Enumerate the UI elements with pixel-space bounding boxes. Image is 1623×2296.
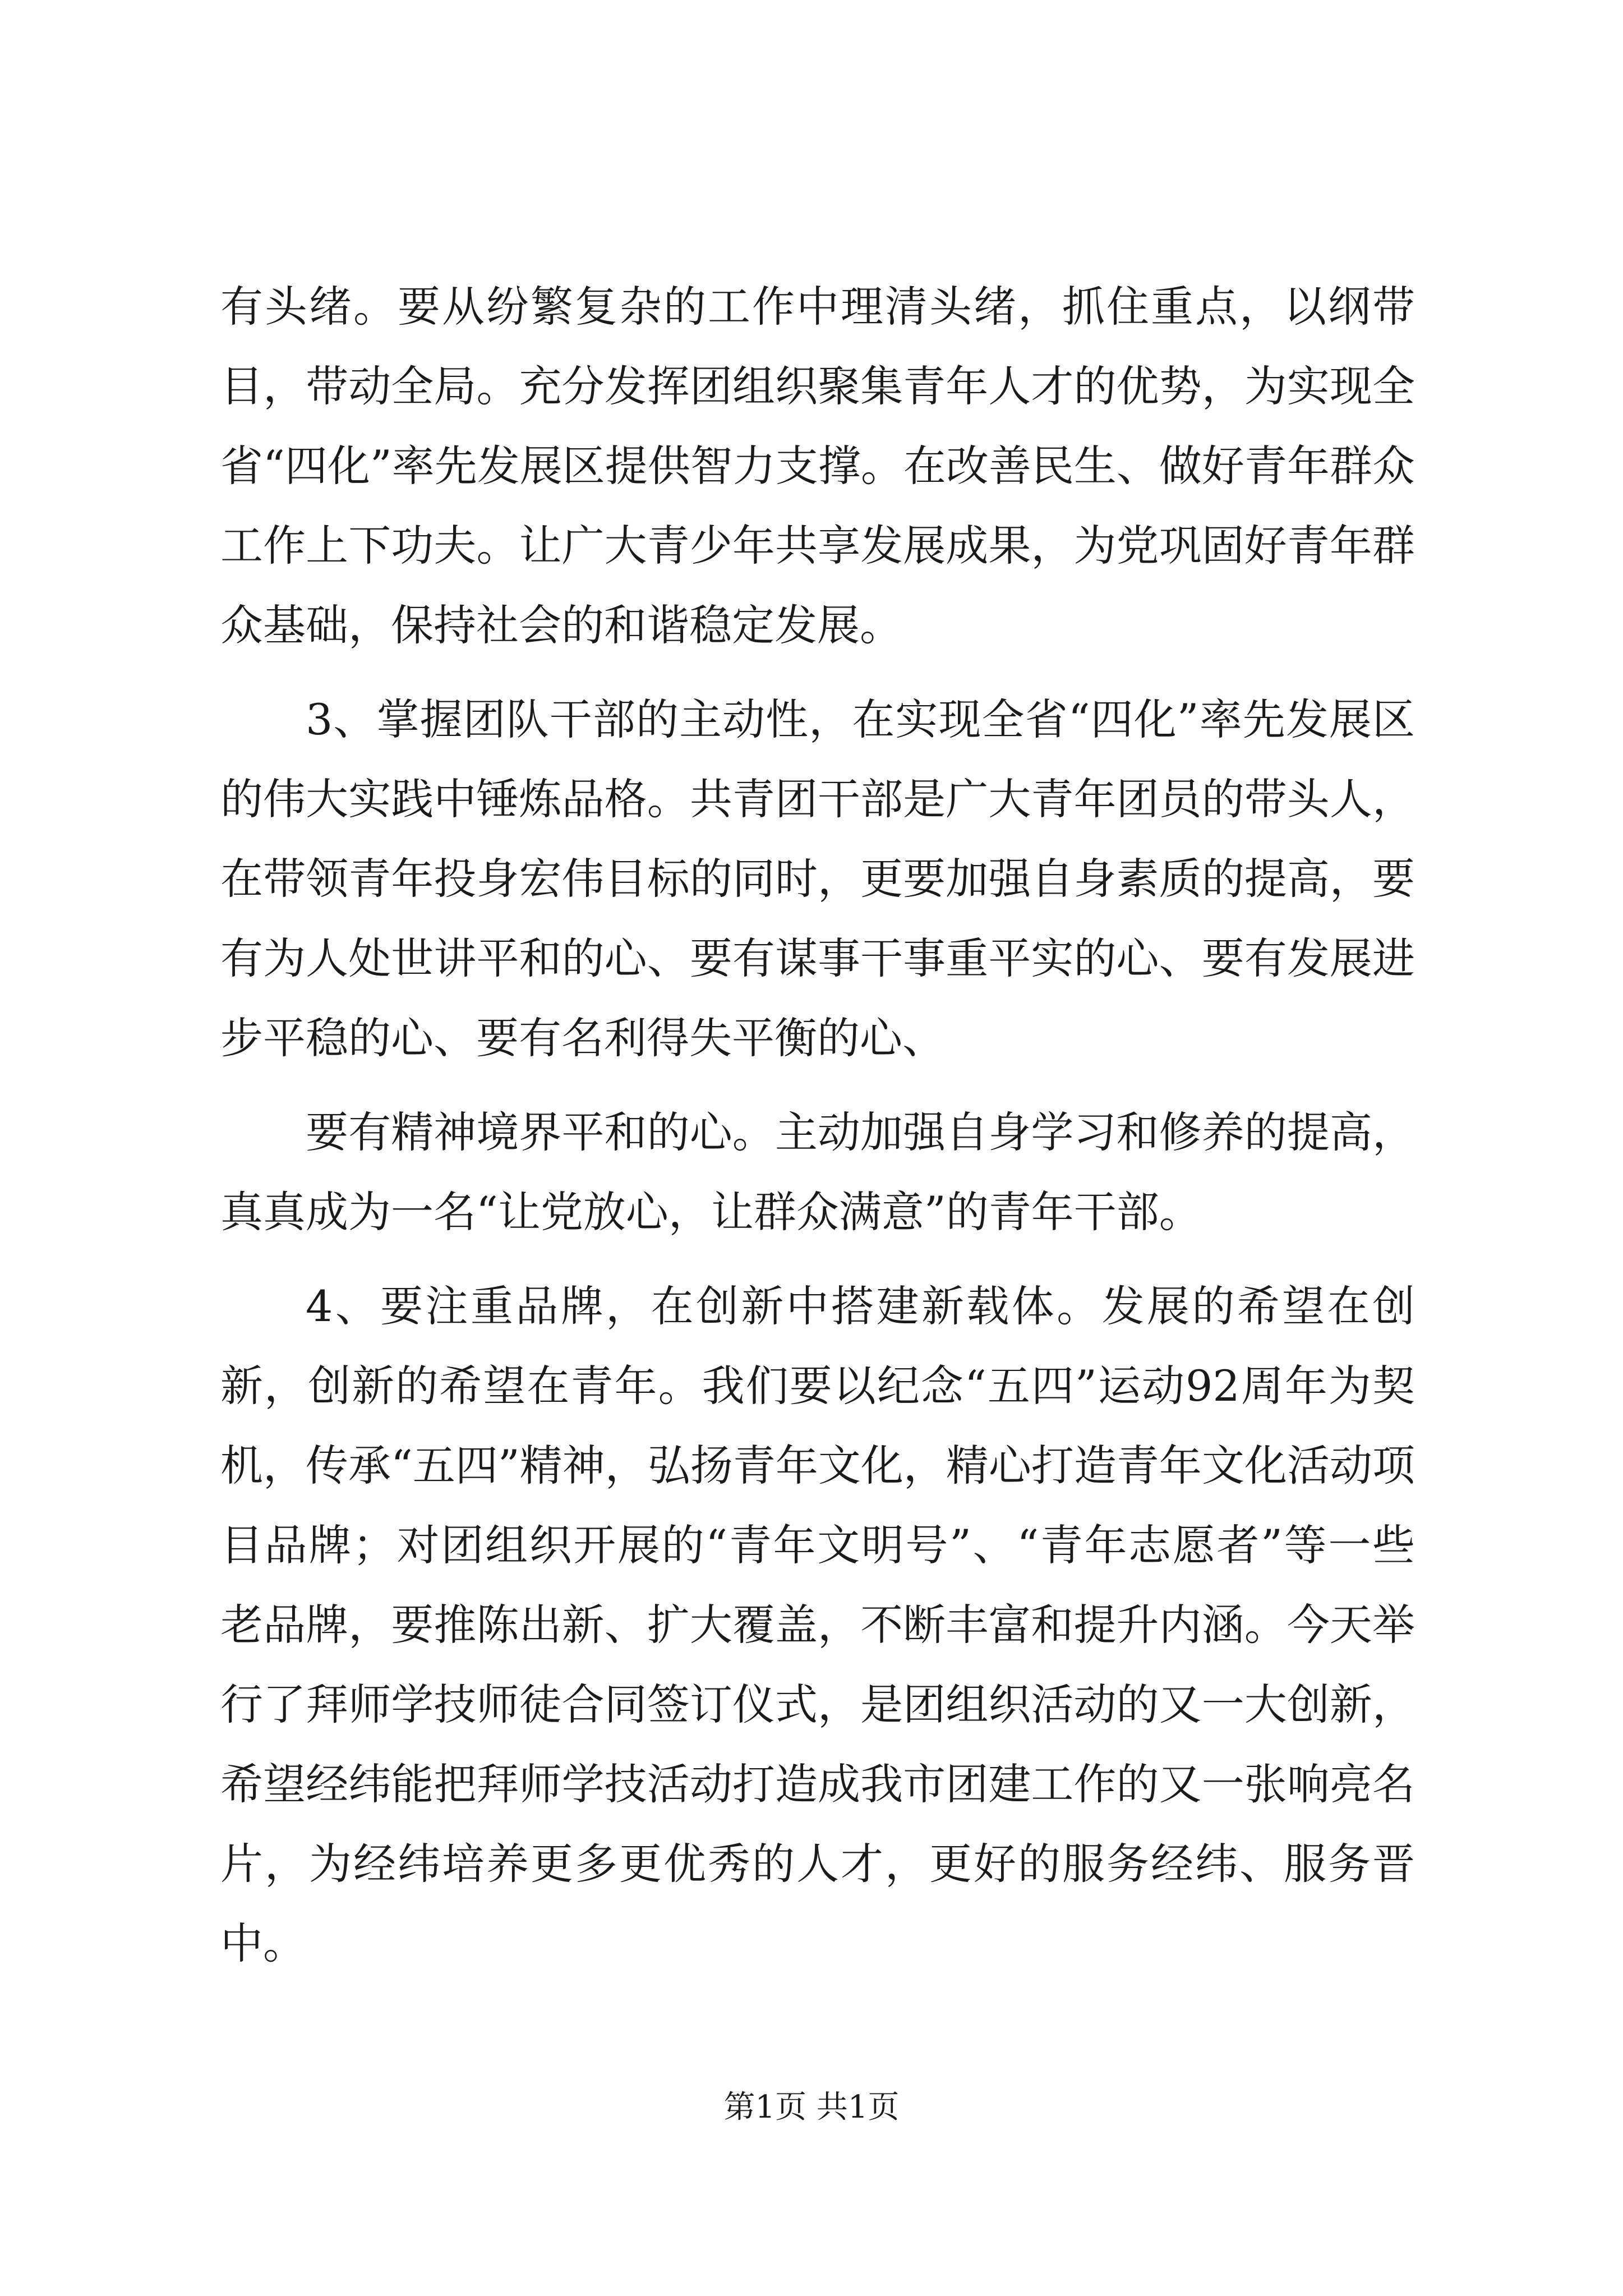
paragraph-item-3-continued: 要有精神境界平和的心。主动加强自身学习和修养的提高，真真成为一名“让党放心，让群众满意”的青年干部。 (220, 1107, 1415, 1237)
paragraph-continuation: 有头绪。要从纷繁复杂的工作中理清头绪，抓住重点，以纲带目，带动全局。充分发挥团组织聚集青年人才的优势，为实现全省“四化”率先发展区提供智力支撑。在改善民生、做好青年群众工作上下功夫。让广大青少年共享发展成果，为党巩固好青年群众基础，保持社会的和谐稳定发展。 (220, 282, 1415, 650)
page-number-footer: 第1页 共1页 (723, 2089, 900, 2125)
paragraph-item-4: 4、要注重品牌，在创新中搭建新载体。发展的希望在创新，创新的希望在青年。我们要以纪念“五四”运动92周年为契机，传承“五四”精神，弘扬青年文化，精心打造青年文化活动项目品牌；对团组织开展的“青年文明号”、“青年志愿者”等一些老品牌，要推陈出新、扩大覆盖，不断丰富和提升内涵。今天举行了拜师学技师徒合同签订仪式，是团组织活动的又一大创新，希望经纬能把拜师学技活动打造成我市团建工作的又一张响亮名片，为经纬培养更多更优秀的人才，更好的服务经纬、服务晋中。 (220, 1281, 1415, 1968)
paragraph-item-3: 3、掌握团队干部的主动性，在实现全省“四化”率先发展区的伟大实践中锤炼品格。共青团干部是广大青年团员的带头人，在带领青年投身宏伟目标的同时，更要加强自身素质的提高，要有为人处世讲平和的心、要有谋事干事重平实的心、要有发展进步平稳的心、要有名利得失平衡的心、 (220, 694, 1415, 1063)
document-body (220, 267, 1415, 1998)
